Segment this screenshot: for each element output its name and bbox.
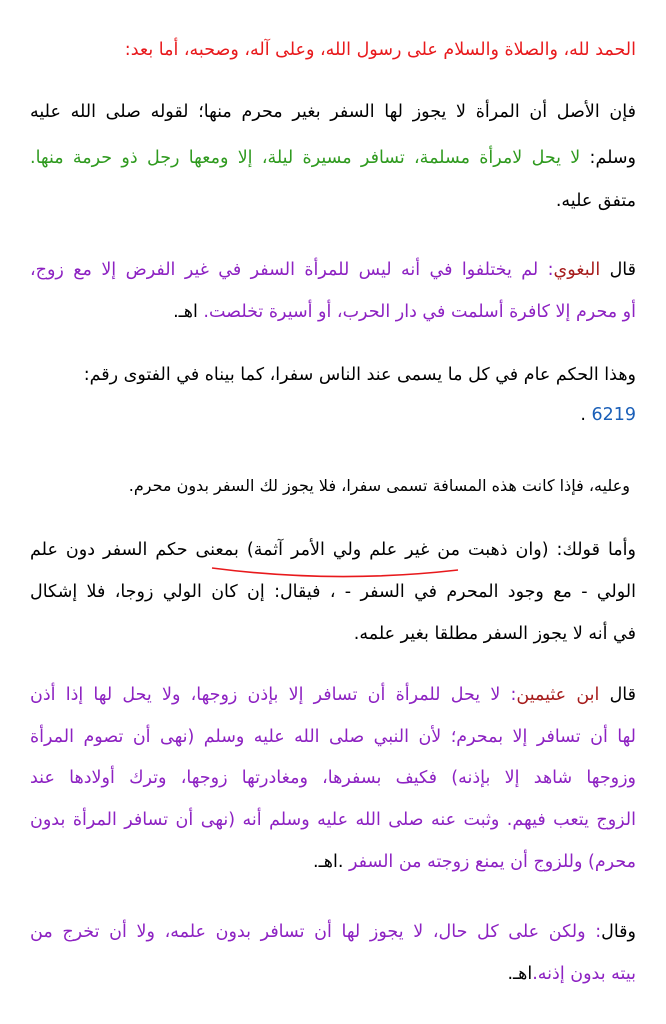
scholar-uthaymin: ابن عثيمين bbox=[516, 685, 600, 705]
uthaymin-quote-1: : لا يحل للمرأة أن تسافر إلا بإذن زوجها، ولا يحل لها إذا أذن bbox=[30, 685, 517, 705]
p1-line-3: متفق عليه. bbox=[555, 191, 636, 211]
baghawi-quote-1: : لم يختلفوا في أنه ليس للمرأة السفر في غير الفرض إلا مع زوج، bbox=[30, 260, 554, 280]
p5-line-1: وأما قولك: (وان ذهبت من غير علم ولي الأمر آثمة) بمعنى حكم السفر دون علم bbox=[30, 540, 636, 560]
scholar-baghawi: البغوي bbox=[553, 260, 601, 280]
p6-line-5 bbox=[30, 848, 636, 876]
baghawi-quote-2: أو محرم إلا كافرة أسلمت في دار الحرب، أو أسيرة تخلصت. bbox=[203, 302, 636, 322]
p2-line-2 bbox=[30, 298, 636, 326]
p3-line-2 bbox=[30, 401, 636, 429]
p1-line-2 bbox=[30, 144, 636, 172]
p6-line-1 bbox=[30, 681, 636, 709]
ihe-marker-2: .اهـ. bbox=[313, 852, 349, 872]
p1-line-1: فإن الأصل أن المرأة لا يجوز لها السفر بغير محرم منها؛ لقوله صلى الله عليه bbox=[30, 102, 636, 122]
fatwa-number-link[interactable]: 6219 bbox=[591, 405, 636, 425]
uthaymin-quote-6: : ولكن على كل حال، لا يجوز لها أن تسافر بدون علمه، ولا أن تخرج من bbox=[30, 922, 602, 942]
p4-line-1: وعليه، فإذا كانت هذه المسافة تسمى سفرا، فلا يجوز لك السفر بدون محرم. bbox=[128, 476, 630, 495]
p3-line-1: وهذا الحكم عام في كل ما يسمى عند الناس سفرا، كما بيناه في الفتوى رقم: bbox=[83, 365, 636, 385]
uthaymin-quote-7: بيته بدون إذنه. bbox=[532, 964, 636, 984]
wasallam-text: وسلم: bbox=[580, 148, 636, 168]
underline-stroke bbox=[212, 568, 458, 577]
ihe-marker-3: اهـ. bbox=[507, 964, 533, 984]
p6-line-3: وزوجها شاهد إلا بإذنه) فكيف بسفرها، ومغادرتها زوجها، وترك أولادها عند bbox=[30, 768, 636, 788]
p5-line-3: في أنه لا يجوز السفر مطلقا بغير علمه. bbox=[353, 624, 636, 644]
uthaymin-quote-5: محرم) وللزوج أن يمنع زوجته من السفر bbox=[348, 852, 636, 872]
p5-line-2: الولي - مع وجود المحرم في السفر - ، فيقال: إن كان الولي زوجا، فلا إشكال bbox=[30, 582, 636, 602]
p7-line-1 bbox=[30, 918, 636, 946]
ihe-marker: اهـ. bbox=[173, 302, 204, 322]
waqal-text: وقال bbox=[601, 922, 636, 942]
qal-text: قال bbox=[600, 260, 636, 280]
opening-praise: الحمد لله، والصلاة والسلام على رسول الله، وعلى آله، وصحبه، أما بعد: bbox=[124, 40, 636, 60]
p7-line-2 bbox=[30, 960, 636, 988]
p3-end: . bbox=[580, 405, 592, 425]
qal-text-2: قال bbox=[599, 685, 637, 705]
p2-line-1 bbox=[30, 256, 636, 284]
p6-line-2: لها أن تسافر إلا بمحرم؛ لأن النبي صلى الله عليه وسلم (نهى أن تصوم المرأة bbox=[30, 727, 636, 747]
hadith-text: لا يحل لامرأة مسلمة، تسافر مسيرة ليلة، إلا ومعها رجل ذو حرمة منها. bbox=[30, 148, 581, 168]
p6-line-4: الزوج يتعب فيهم. وثبت عنه صلى الله عليه وسلم أنه (نهى أن تسافر المرأة بدون bbox=[30, 810, 636, 830]
